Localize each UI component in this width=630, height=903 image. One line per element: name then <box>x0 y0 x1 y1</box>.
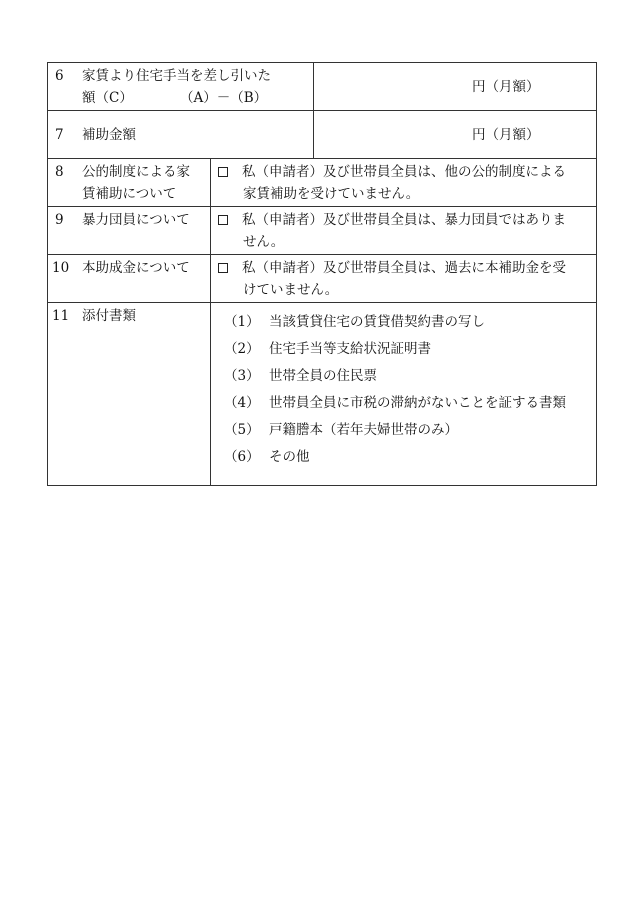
attachment-number: （4） <box>224 395 260 411</box>
row-divider <box>47 302 597 303</box>
row-10-label: 本助成金について <box>82 260 190 276</box>
row-6-label: 家賃より住宅手当を差し引いた <box>82 68 271 84</box>
row-divider <box>47 206 597 207</box>
row-7-value-unit: 円（月額） <box>472 127 540 143</box>
attachment-number: （1） <box>224 314 260 330</box>
column-divider <box>313 62 314 158</box>
row-8-number: 8 <box>55 164 64 180</box>
row-6-value-unit: 円（月額） <box>472 79 540 95</box>
row-11-label: 添付書類 <box>82 308 136 324</box>
row-6-number: 6 <box>55 68 64 84</box>
row-divider <box>47 158 597 159</box>
attachment-item: 当該賃貸住宅の賃貸借契約書の写し <box>269 314 485 330</box>
row-divider <box>47 254 597 255</box>
row-6-formula: （A）－（B） <box>180 90 268 106</box>
attachment-item: 世帯員全員に市税の滞納がないことを証する書類 <box>269 395 566 411</box>
row-10-statement-cont: けていません。 <box>243 282 339 298</box>
row-6-label-cont: 額（C） <box>82 90 133 106</box>
row-9-number: 9 <box>55 212 64 228</box>
row-9-statement-cont: せん。 <box>243 234 285 250</box>
row-10-statement: 私（申請者）及び世帯員全員は、過去に本補助金を受 <box>242 260 566 276</box>
row-7-label: 補助金額 <box>82 127 136 143</box>
attachment-item: 戸籍謄本（若年夫婦世帯のみ） <box>269 422 458 438</box>
attachment-item: 世帯全員の住民票 <box>269 368 377 384</box>
row-8-label-cont: 賃補助について <box>82 186 177 202</box>
row-9-label: 暴力団員について <box>82 212 190 228</box>
attachment-number: （2） <box>224 341 260 357</box>
row-8-statement-cont: 家賃補助を受けていません。 <box>243 186 420 202</box>
row-11-number: 11 <box>52 308 70 324</box>
row-10-number: 10 <box>52 260 70 276</box>
row-9-checkbox[interactable] <box>218 215 228 225</box>
attachment-item: 住宅手当等支給状況証明書 <box>269 341 431 357</box>
row-7-number: 7 <box>55 127 64 143</box>
attachment-number: （5） <box>224 422 260 438</box>
row-8-statement: 私（申請者）及び世帯員全員は、他の公的制度による <box>242 164 566 180</box>
row-9-statement: 私（申請者）及び世帯員全員は、暴力団員ではありま <box>242 212 566 228</box>
column-divider <box>210 158 211 486</box>
attachment-item: その他 <box>269 449 310 465</box>
attachment-number: （3） <box>224 368 260 384</box>
attachment-number: （6） <box>224 449 260 465</box>
row-8-label: 公的制度による家 <box>82 164 190 180</box>
row-8-checkbox[interactable] <box>218 167 228 177</box>
row-10-checkbox[interactable] <box>218 263 228 273</box>
row-divider <box>47 110 597 111</box>
